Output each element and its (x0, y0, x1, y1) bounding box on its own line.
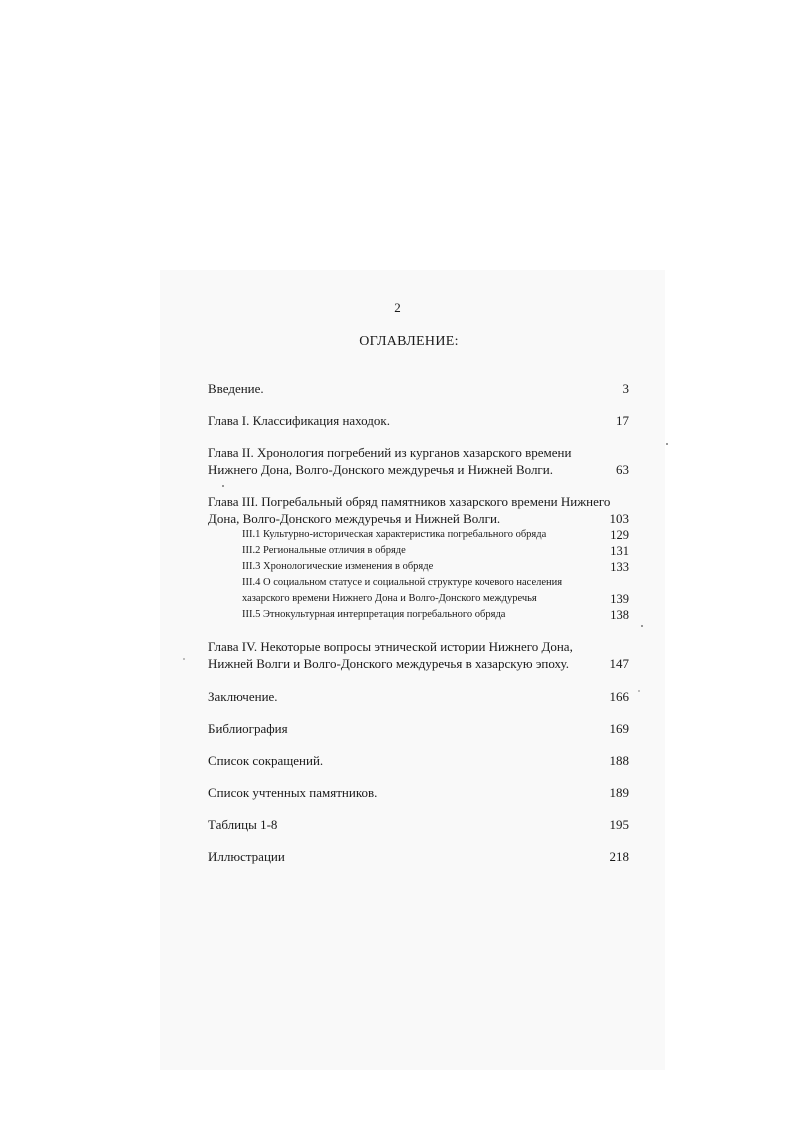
toc-section-label: III.5 Этнокультурная интерпретация погребального обряда (242, 609, 506, 620)
scan-speck (222, 485, 224, 487)
page-number: 2 (394, 300, 401, 315)
toc-entry-page: 195 (609, 817, 629, 832)
toc-entry-label: Библиография (208, 721, 288, 736)
toc-entry-label: Заключение. (208, 689, 278, 704)
toc-entry-conclusion (208, 688, 633, 705)
toc-entry-chapter-1 (208, 412, 633, 429)
toc-entry-label-line-1: Глава IV. Некоторые вопросы этнической истории Нижнего Дона, (208, 639, 573, 654)
toc-entry-introduction (208, 380, 633, 397)
toc-entry-page: 166 (609, 689, 629, 704)
toc-section-label-line-2: хазарского времени Нижнего Дона и Волго-Донского междуречья (242, 593, 537, 604)
toc-entry-label-line-2: Нижней Волги и Волго-Донского междуречья в хазарскую эпоху. (208, 656, 569, 671)
toc-entry-page: 189 (609, 785, 629, 800)
toc-entry-page: 169 (609, 721, 629, 736)
toc-entry-label: Таблицы 1-8 (208, 817, 278, 832)
toc-entry-sites-list (208, 784, 633, 801)
toc-entry-label: Иллюстрации (208, 849, 285, 864)
scan-speck (183, 658, 185, 660)
toc-entry-page: 188 (609, 753, 629, 768)
toc-entry-page: 17 (616, 413, 629, 428)
scan-speck (641, 625, 643, 627)
toc-entry-label-line-2: Дона, Волго-Донского междуречья и Нижней Волги. (208, 511, 501, 526)
toc-section-label-line-1: III.4 О социальном статусе и социальной структуре кочевого населения (242, 577, 563, 588)
page-title: ОГЛАВЛЕНИЕ: (359, 334, 459, 349)
toc-entry-chapter-4 (208, 638, 633, 672)
toc-entry-illustrations (208, 848, 633, 865)
toc-section-page: 129 (610, 528, 629, 542)
toc-entry-abbreviations (208, 752, 633, 769)
scan-speck (666, 443, 668, 445)
toc-entry-page: 63 (616, 462, 629, 477)
toc-section-page: 139 (610, 592, 629, 606)
toc-entry-label: Список сокращений. (208, 753, 324, 768)
toc-section-label: III.2 Региональные отличия в обряде (242, 545, 406, 556)
toc-section-label: III.3 Хронологические изменения в обряде (242, 561, 434, 572)
toc-entry-label-line-1: Глава III. Погребальный обряд памятников хазарского времени Нижнего (208, 494, 611, 509)
toc-entry-page: 147 (609, 656, 629, 671)
toc-entry-label-line-2: Нижнего Дона, Волго-Донского междуречья и Нижней Волги. (208, 462, 553, 477)
toc-section-page: 133 (610, 560, 629, 574)
toc-section-3-2 (208, 543, 633, 559)
toc-section-3-3 (208, 559, 633, 575)
toc-entry-label: Введение. (208, 381, 264, 396)
toc-entry-label-line-1: Глава II. Хронология погребений из курганов хазарского времени (208, 445, 572, 460)
toc-entry-bibliography (208, 720, 633, 737)
toc-section-3-5 (208, 607, 633, 623)
toc-section-page: 138 (610, 608, 629, 622)
toc-entry-label: Список учтенных памятников. (208, 785, 378, 800)
toc-entry-label: Глава I. Классификация находок. (208, 413, 390, 428)
toc-entry-chapter-2 (208, 444, 633, 478)
toc-entry-page: 3 (622, 381, 629, 396)
toc-entry-tables (208, 816, 633, 833)
toc-section-3-4 (208, 575, 633, 607)
toc-entry-page: 103 (609, 511, 629, 526)
toc-section-label: III.1 Культурно-историческая характеристика погребального обряда (242, 529, 547, 540)
toc-section-page: 131 (610, 544, 629, 558)
toc-section-3-1 (208, 527, 633, 543)
table-of-contents (208, 380, 633, 865)
scan-speck (638, 690, 640, 692)
toc-entry-chapter-3 (208, 493, 633, 527)
toc-entry-page: 218 (609, 849, 629, 864)
